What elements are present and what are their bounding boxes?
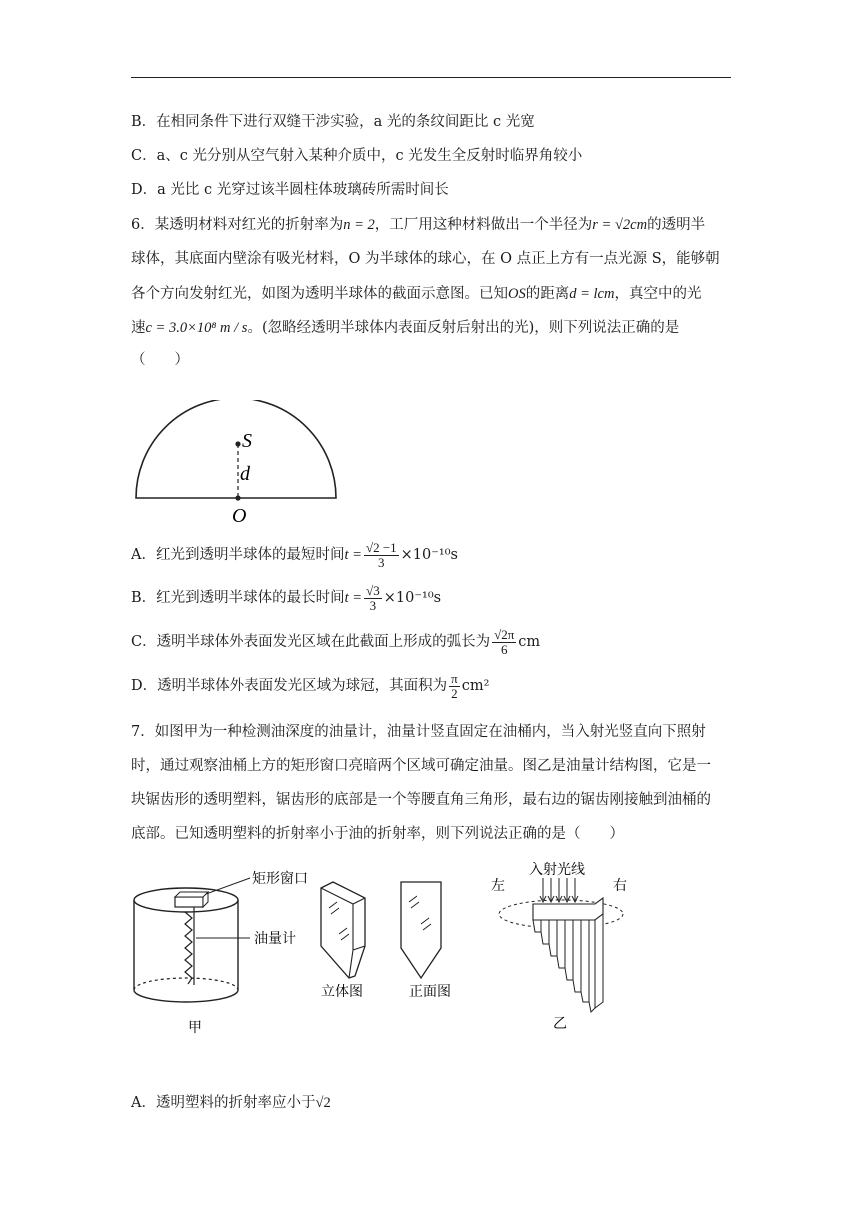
q6-c: c = 3.0×10⁸ m / s (145, 320, 248, 336)
solid-outline (321, 882, 365, 978)
q6-option-d (131, 671, 489, 701)
tank-bottom-back (134, 978, 238, 990)
q6-text: ，真空中的光 (614, 286, 702, 302)
q6-line-2: 球体，其底面内壁涂有吸光材料，O 为半球体的球心，在 O 点正上方有一点光源 S，能够朝 (131, 251, 720, 267)
q6-line-4 (131, 318, 679, 338)
hemisphere-figure (128, 400, 348, 530)
q6-text: 6．某透明材料对红光的折射率为 (131, 217, 344, 233)
option-text: B．红光到透明半球体的最长时间 (131, 590, 345, 606)
q6-line-1 (131, 215, 705, 235)
option-text: C．透明半球体外表面发光区域在此截面上形成的弧长为 (131, 634, 491, 650)
label-front: 正面图 (409, 984, 451, 998)
option-unit: ×10⁻¹⁰s (400, 547, 458, 563)
label-solid: 立体图 (321, 984, 363, 998)
source-point (235, 441, 240, 446)
option-t: t = (344, 547, 362, 563)
label-window: 矩形窗口 (252, 871, 308, 887)
q6-option-c (131, 627, 540, 657)
label-gauge: 油量计 (254, 931, 296, 947)
oil-tank-figure (130, 860, 330, 1040)
option-text: D．透明半球体外表面发光区域为球冠，其面积为 (131, 678, 448, 694)
frac-num: π (451, 670, 458, 686)
q6-option-a (131, 540, 458, 570)
sawtooth-teeth (533, 914, 603, 1012)
q6-os: OS (508, 286, 526, 302)
option-c-prev: C．a、c 光分别从空气射入某种介质中，c 光发生全反射时临界角较小 (131, 148, 583, 164)
label-d: d (240, 463, 250, 485)
q6-paren: （ ） (131, 352, 189, 368)
q6-text: 速 (131, 320, 146, 336)
sawtooth-gauge (185, 912, 192, 984)
q6-text: 。(忽略经透明半球体内表面反射后射出的光)，则下列说法正确的是 (247, 320, 680, 336)
label-right: 右 (613, 878, 627, 894)
frac-num: √2π (494, 626, 515, 642)
option-unit: cm² (461, 678, 490, 694)
window-pointer (206, 878, 250, 894)
option-d-prev: D．a 光比 c 光穿过该半圆柱体玻璃砖所需时间长 (131, 182, 449, 198)
fraction (364, 541, 399, 570)
solid-view-figure (315, 878, 385, 998)
q6-text: 的透明半 (647, 217, 706, 233)
label-incident: 入射光线 (529, 862, 585, 878)
option-b-prev: B．在相同条件下进行双缝干涉实验，a 光的条纹间距比 c 光宽 (131, 114, 535, 130)
header-rule (131, 77, 731, 78)
center-point (235, 495, 240, 500)
q6-text: 的距离 (525, 286, 570, 302)
label-jia: 甲 (188, 1020, 202, 1036)
fraction (492, 628, 516, 657)
q7-line-1: 7．如图甲为一种检测油深度的油量计，油量计竖直固定在油桶内，当入射光竖直向下照射 (131, 724, 706, 740)
frac-den: 2 (451, 685, 458, 701)
label-o: O (232, 505, 247, 527)
q7-option-a (131, 1093, 331, 1113)
q6-r: r = √2cm (592, 217, 648, 233)
option-text: A．红光到透明半球体的最短时间 (131, 547, 345, 563)
tank-bottom-front (134, 990, 238, 1002)
gauge-structure-figure (485, 852, 645, 1032)
option-text: A．透明塑料的折射率应小于 (131, 1095, 316, 1111)
frac-num: √3 (366, 582, 380, 598)
front-view-figure (395, 878, 465, 998)
q7-line-4: 底部。已知透明塑料的折射率小于油的折射率，则下列说法正确的是（ ） (131, 826, 624, 842)
label-yi: 乙 (553, 1016, 567, 1032)
q6-line-3 (131, 284, 701, 304)
fraction (364, 584, 382, 613)
q6-n: n = 2 (343, 217, 375, 233)
incident-arrows (540, 878, 578, 902)
rect-window (175, 897, 203, 907)
option-value: √2 (315, 1095, 331, 1111)
q7-line-2: 时，通过观察油桶上方的矩形窗口亮暗两个区域可确定油量。图乙是油量计结构图，它是一 (131, 758, 711, 774)
front-outline (401, 882, 441, 978)
frac-den: 3 (378, 554, 385, 570)
label-s: S (242, 430, 252, 452)
q6-text: ，工厂用这种材料做出一个半径为 (374, 217, 593, 233)
q6-d: d = lcm (569, 286, 615, 302)
frac-den: 3 (369, 597, 377, 613)
frac-den: 6 (500, 641, 508, 657)
q6-option-b (131, 583, 441, 613)
q7-line-3: 块锯齿形的透明塑料，锯齿形的底部是一个等腰直角三角形，最右边的锯齿刚接触到油桶的 (131, 792, 711, 808)
option-unit: ×10⁻¹⁰s (383, 590, 442, 606)
option-unit: cm (518, 634, 541, 650)
fraction (449, 672, 460, 701)
label-left: 左 (491, 878, 505, 894)
q6-text: 各个方向发射红光，如图为透明半球体的截面示意图。已知 (131, 286, 508, 302)
option-t: t = (344, 590, 363, 606)
frac-num: √2 −1 (365, 539, 397, 555)
hemisphere-outline (136, 400, 336, 498)
